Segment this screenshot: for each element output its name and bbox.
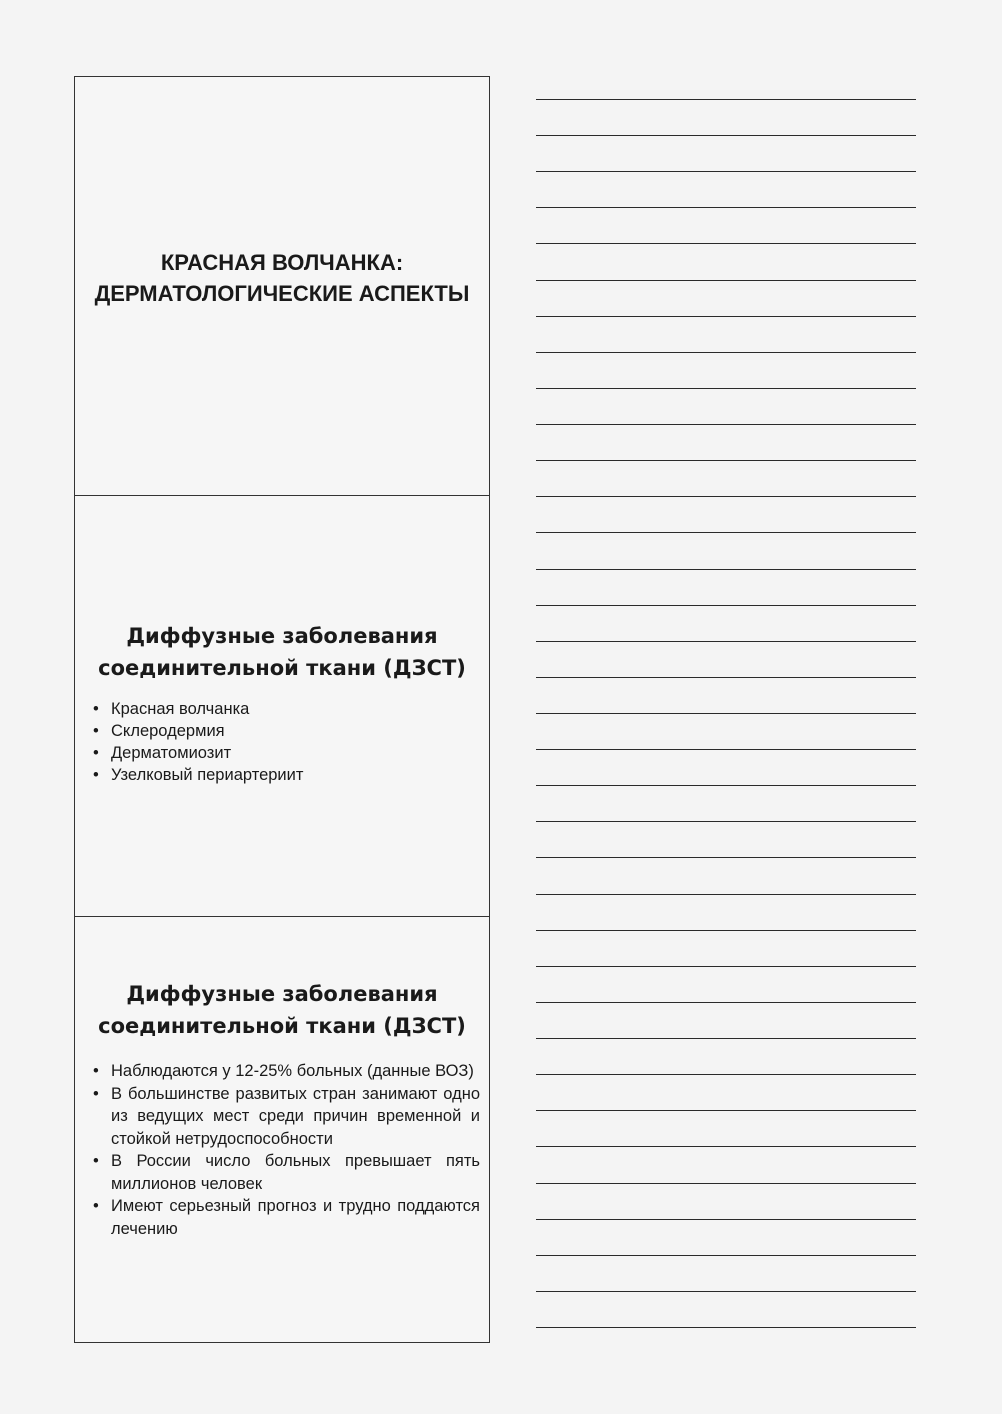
list-item-text: Наблюдаются у 12-25% больных (данные ВОЗ): [111, 1062, 474, 1080]
slide-heading: Диффузные заболевания соединительной ткани (ДЗСТ): [98, 982, 466, 1038]
bullet-icon: •: [93, 1152, 99, 1170]
note-line: [536, 280, 916, 281]
note-line: [536, 677, 916, 678]
note-line: [536, 713, 916, 714]
note-line: [536, 569, 916, 570]
note-line: [536, 1146, 916, 1147]
note-line: [536, 1074, 916, 1075]
note-line: [536, 1291, 916, 1292]
note-line: [536, 1110, 916, 1111]
note-line: [536, 1002, 916, 1003]
note-line: [536, 1219, 916, 1220]
note-line: [536, 532, 916, 533]
list-item: [84, 1195, 480, 1240]
note-line: [536, 966, 916, 967]
slide-title: [74, 76, 490, 496]
bullet-icon: •: [93, 1197, 99, 1215]
note-line: [536, 1327, 916, 1328]
note-line: [536, 207, 916, 208]
bullet-icon: •: [93, 766, 99, 784]
note-line: [536, 821, 916, 822]
notes-lines-area: [536, 0, 918, 1414]
note-line: [536, 894, 916, 895]
bullet-icon: •: [93, 1062, 99, 1080]
bullet-list: [84, 698, 464, 786]
list-item: [84, 720, 464, 742]
list-item: [84, 698, 464, 720]
slide-title-text: [75, 247, 489, 309]
list-item-text: Красная волчанка: [111, 700, 250, 718]
note-line: [536, 316, 916, 317]
bullet-list: [84, 1060, 480, 1240]
slide-dzst-facts: [74, 916, 490, 1343]
note-line: [536, 460, 916, 461]
slide-dzst-list: [74, 495, 490, 917]
bullet-icon: •: [93, 744, 99, 762]
list-item: [84, 764, 464, 786]
note-line: [536, 171, 916, 172]
note-line: [536, 930, 916, 931]
list-item-text: В России число больных превышает пять миллионов человек: [111, 1152, 480, 1193]
list-item: [84, 1150, 480, 1195]
note-line: [536, 496, 916, 497]
list-item: [84, 1060, 480, 1083]
list-item-text: Имеют серьезный прогноз и трудно поддаются лечению: [111, 1197, 480, 1238]
bullet-icon: •: [93, 722, 99, 740]
note-line: [536, 641, 916, 642]
note-line: [536, 243, 916, 244]
note-line: [536, 1038, 916, 1039]
note-line: [536, 1255, 916, 1256]
note-line: [536, 785, 916, 786]
list-item-text: Дерматомиозит: [111, 744, 232, 762]
list-item-text: Склеродермия: [111, 722, 225, 740]
list-item-text: Узелковый периартериит: [111, 766, 304, 784]
note-line: [536, 424, 916, 425]
list-item-text: В большинстве развитых стран занимают одно из ведущих мест среди причин временной и стойкой нетрудоспособности: [111, 1084, 480, 1148]
note-line: [536, 605, 916, 606]
note-line: [536, 749, 916, 750]
slide-heading: Диффузные заболевания соединительной ткани (ДЗСТ): [98, 624, 466, 680]
note-line: [536, 1183, 916, 1184]
note-line: [536, 99, 916, 100]
list-item: [84, 742, 464, 764]
title-line: КРАСНАЯ ВОЛЧАНКА: ДЕРМАТОЛОГИЧЕСКИЕ АСПЕКТЫ: [94, 250, 470, 306]
bullet-icon: •: [93, 700, 99, 718]
list-item: [84, 1083, 480, 1151]
note-line: [536, 388, 916, 389]
bullet-icon: •: [93, 1084, 99, 1103]
note-line: [536, 857, 916, 858]
note-line: [536, 352, 916, 353]
note-line: [536, 135, 916, 136]
